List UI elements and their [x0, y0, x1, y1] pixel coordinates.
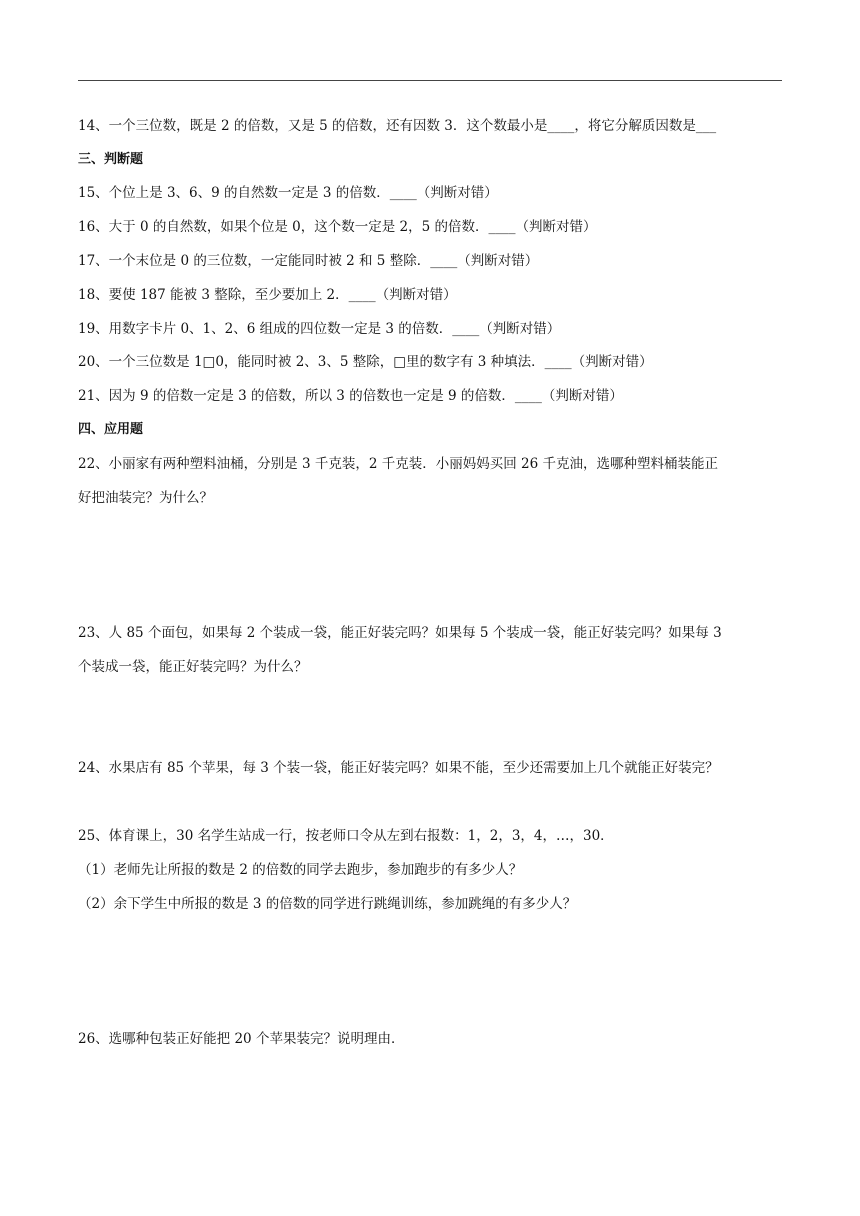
- question-20: 20、一个三位数是 1□0，能同时被 2、3、5 整除，□里的数字有 3 种填法．____（判断对错）: [78, 354, 653, 370]
- question-22-line2: 好把油装完？为什么？: [78, 490, 213, 506]
- question-25-part1: （1）老师先让所报的数是 2 的倍数的同学去跑步，参加跑步的有多少人？: [78, 862, 523, 878]
- question-16: 16、大于 0 的自然数，如果个位是 0，这个数一定是 2，5 的倍数．____（判断对错）: [78, 219, 597, 235]
- question-19: 19、用数字卡片 0、1、2、6 组成的四位数一定是 3 的倍数．____（判断对错）: [78, 321, 561, 337]
- question-23-line1: 23、人 85 个面包，如果每 2 个装成一袋，能正好装完吗？如果每 5 个装成一袋，能正好装完吗？如果每 3: [78, 625, 722, 641]
- question-17: 17、一个末位是 0 的三位数，一定能同时被 2 和 5 整除．____（判断对错）: [78, 253, 539, 269]
- question-25: 25、体育课上，30 名学生站成一行，按老师口令从左到右报数：1，2，3，4，…，30．: [78, 828, 614, 844]
- question-24: 24、水果店有 85 个苹果，每 3 个装一袋，能正好装完吗？如果不能，至少还需要加上几个就能正好装完？: [78, 760, 719, 776]
- question-25-part2: （2）余下学生中所报的数是 3 的倍数的同学进行跳绳训练，参加跳绳的有多少人？: [78, 896, 577, 912]
- section-heading-judgement: 三、判断题: [78, 152, 144, 167]
- question-23-line2: 个装成一袋，能正好装完吗？为什么？: [78, 659, 308, 675]
- question-18: 18、要使 187 能被 3 整除，至少要加上 2．____（判断对错）: [78, 287, 457, 303]
- question-15: 15、个位上是 3、6、9 的自然数一定是 3 的倍数．____（判断对错）: [78, 185, 498, 201]
- section-heading-application: 四、应用题: [78, 422, 144, 437]
- question-14: 14、一个三位数，既是 2 的倍数，又是 5 的倍数，还有因数 3．这个数最小是____，将它分解质因数是___: [78, 118, 717, 134]
- question-26: 26、选哪种包装正好能把 20 个苹果装完？说明理由．: [78, 1031, 405, 1047]
- question-22-line1: 22、小丽家有两种塑料油桶，分别是 3 千克装，2 千克装．小丽妈妈买回 26 千克油，选哪种塑料桶装能正: [78, 456, 718, 472]
- question-21: 21、因为 9 的倍数一定是 3 的倍数，所以 3 的倍数也一定是 9 的倍数．____（判断对错）: [78, 388, 623, 404]
- header-rule: [78, 80, 782, 81]
